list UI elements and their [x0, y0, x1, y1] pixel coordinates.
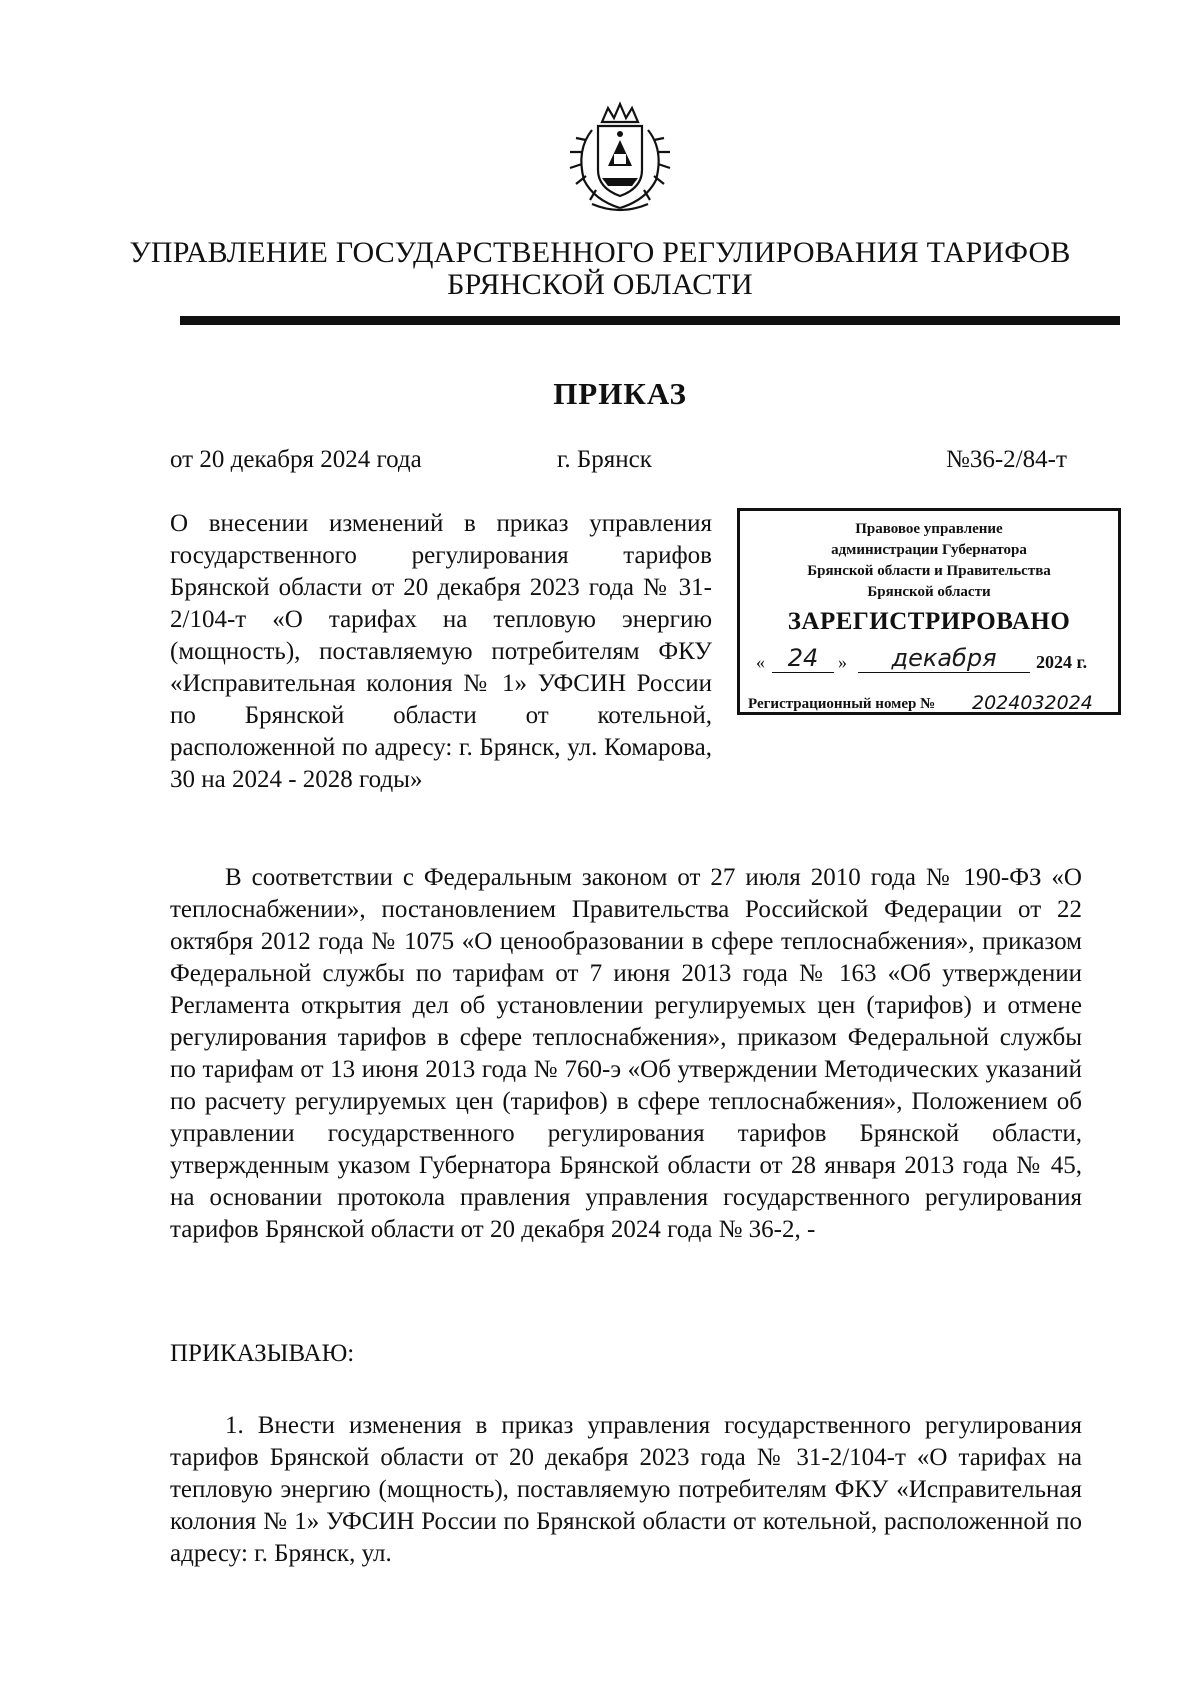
- organization-name-line2: БРЯНСКОЙ ОБЛАСТИ: [447, 268, 753, 301]
- stamp-quote-open: «: [756, 652, 765, 672]
- registration-stamp: [737, 508, 1121, 715]
- preamble-paragraph: В соответствии с Федеральным законом от 27 июля 2010 года № 190-ФЗ «О теплоснабжении», постановлением Правительства Российской Федерации от 22 октября 2012 года № 1075 «О ценообразовании в сфере теплоснабжения», приказом Федеральной службы по тарифам от 7 июня 2013 года № 163 «Об утверждении Регламента открытия дел об установлении регулируемых цен (тарифов) и отмене регулирования тарифов в сфере теплоснабжения», приказом Федеральной службы по тарифам от 13 июня 2013 года № 760-э «Об утверждении Методических указаний по расчету регулируемых цен (тарифов) в сфере теплоснабжения», Положением об управлении государственного регулирования тарифов Брянской области, утвержденным указом Губернатора Брянской области от 28 января 2013 года № 45, на основании протокола правления управления государственного регулирования тарифов Брянской области от 20 декабря 2024 года № 36-2, -: [170, 864, 1082, 1243]
- stamp-status: ЗАРЕГИСТРИРОВАНО: [787, 608, 1071, 635]
- coat-of-arms-icon: [562, 100, 678, 220]
- stamp-org-line: администрации Губернатора: [831, 542, 1027, 558]
- document-number: №36-2/84-т: [946, 446, 1067, 473]
- organization-name-line1: УПРАВЛЕНИЕ ГОСУДАРСТВЕННОГО РЕГУЛИРОВАНИЯ ТАРИФОВ: [129, 236, 1071, 269]
- document-subject: О внесении изменений в приказ управления государственного регулирования тарифов Брянской области от 20 декабря 2023 года № 31-2/104-т «О тарифах на тепловую энергию (мощность), поставляемую потребителям ФКУ «Исправительная колония № 1» УФСИН России по Брянской области от котельной, расположенной по адресу: г. Брянск, ул. Комарова, 30 на 2024 - 2028 годы»: [170, 510, 712, 793]
- stamp-reg-label: Регистрационный номер №: [748, 696, 936, 712]
- stamp-registration-row: [740, 687, 1118, 717]
- stamp-year: 2024 г.: [1036, 652, 1088, 672]
- stamp-organization: [740, 519, 1118, 603]
- document-date: от 20 декабря 2024 года: [170, 446, 422, 473]
- stamp-quote-close: »: [838, 652, 847, 672]
- stamp-day-handwritten: 24: [772, 644, 834, 673]
- stamp-org-line: Правовое управление: [855, 521, 1003, 537]
- stamp-org-line: Брянской области: [867, 584, 991, 600]
- stamp-month-handwritten: декабря: [858, 644, 1030, 673]
- stamp-org-line: Брянской области и Правительства: [807, 563, 1051, 579]
- header-divider: [180, 316, 1120, 325]
- order-word: ПРИКАЗЫВАЮ:: [170, 1340, 355, 1367]
- document-city: г. Брянск: [557, 446, 652, 473]
- document-title: ПРИКАЗ: [553, 376, 687, 411]
- item-1-paragraph: 1. Внести изменения в приказ управления государственного регулирования тарифов Брянской области от 20 декабря 2023 года № 31-2/104-т «О тарифах на тепловую энергию (мощность), поставляемую потребителям ФКУ «Исправительная колония № 1» УФСИН России по Брянской области от котельной, расположенной по адресу: г. Брянск, ул.: [170, 1412, 1082, 1567]
- stamp-reg-number-handwritten: 2024032024: [972, 692, 1114, 715]
- stamp-date-row: [740, 641, 1118, 677]
